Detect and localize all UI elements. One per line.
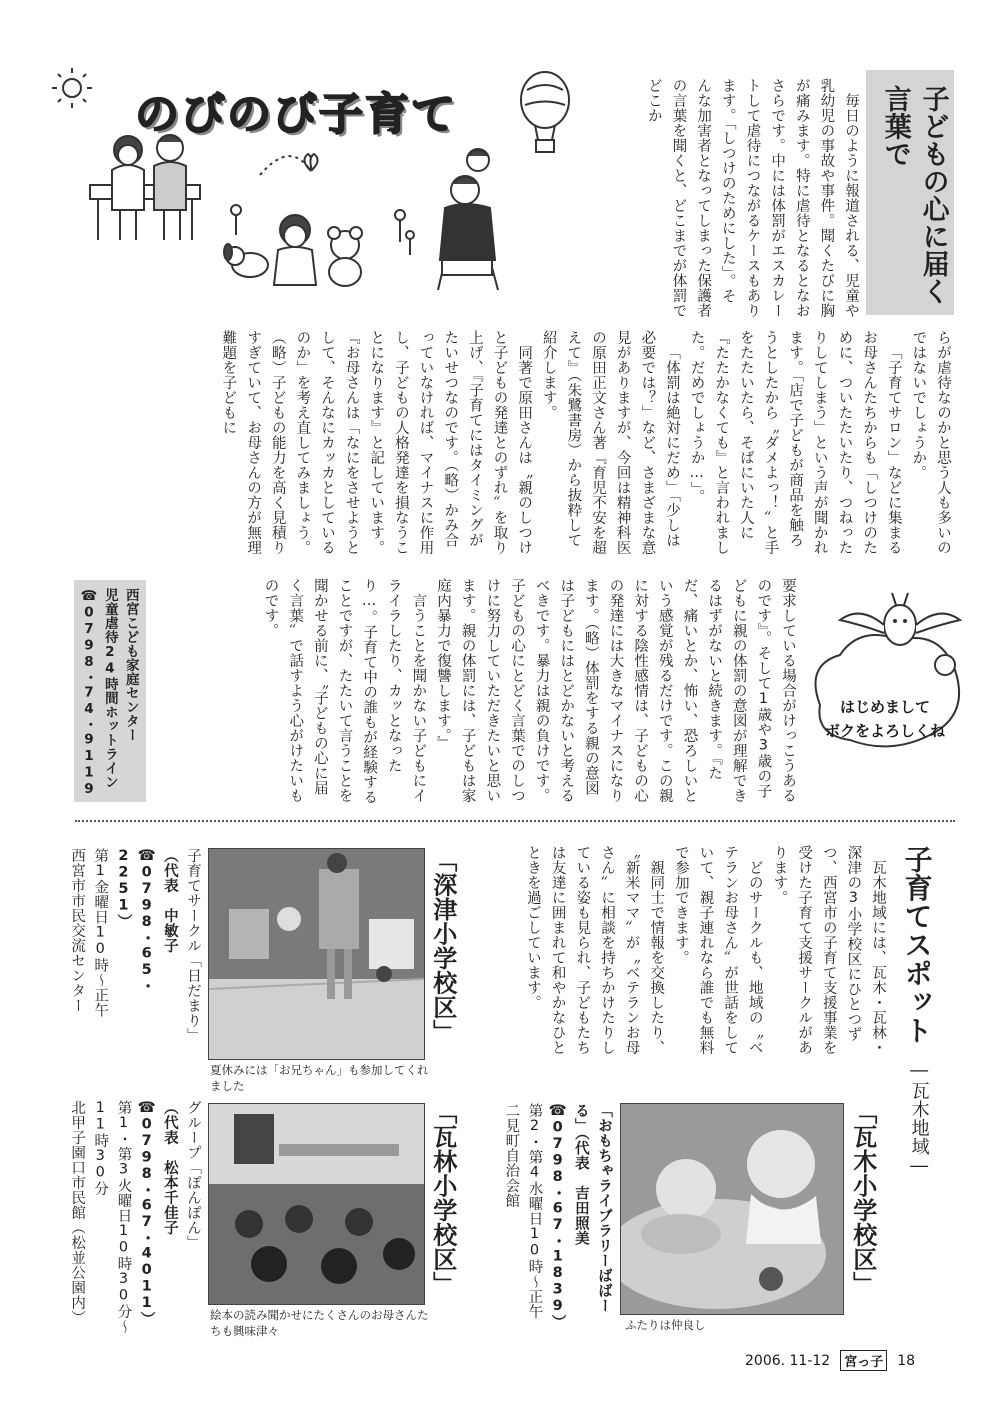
mascot-line-2: ボクをよろしくね (824, 722, 945, 740)
article-paragraph: 言うことを聞かない子どもにイライラしたり、カッとなったり…。子育て中の誰もが経験することですが、たたいて言うことを聞かせる前に、〝子どもの心に届く言葉〟で話すよう心がけたいものです。 (262, 578, 427, 805)
hotline-org: 西宮こども家庭センター (122, 588, 139, 742)
fukatsu-venue: 西宮市市民交流センター (69, 848, 86, 1013)
kawarabayashi-rep: （代表 松本千佳子 (161, 1100, 178, 1235)
section-divider (75, 820, 955, 822)
sun-icon (52, 68, 92, 108)
article-paragraph: 同著で原田さんは〝親のしつけと子どもの発達とのずれ〟を取り上げ、『子育てにはタイミングがたいせつなのです。（略）かみ合っていなければ、マイナスに作用し、子どもの人格発達を損なうことになります』と記しています。『お母さんは「なにをさせようとして、そんなにカッカとしているのか」を考え直してみましょう。（略）子どもの能力を高く見積りすぎていて、お母さんの方が無理難題を子どもに (220, 330, 533, 555)
footer-page-number: 18 (897, 1352, 916, 1369)
main-article-lower (150, 578, 800, 810)
footer-magazine: 宮っ子 (840, 1350, 887, 1371)
couple-on-bench-icon (90, 135, 200, 240)
kawaragi-photo-caption: ふたりは仲良し (625, 1318, 706, 1332)
footer-date: 2006. 11-12 (745, 1352, 831, 1369)
storytime-photo-art (209, 1104, 424, 1304)
mascot-bubble-text (815, 695, 955, 743)
section-heading: 子どもの心に届く言葉で (879, 85, 949, 305)
hotline-info (78, 588, 141, 798)
page-footer (745, 1350, 945, 1371)
girl-with-bear-icon (274, 215, 362, 286)
balloon-icon (521, 72, 569, 152)
playroom-photo-art (209, 849, 424, 1059)
page-title: のびのび子育て (135, 89, 457, 140)
spot-heading: 子育てスポット (900, 845, 934, 1045)
main-article-top (595, 78, 863, 318)
kawaragi-photo (620, 1103, 844, 1315)
butterfly-icon (260, 154, 318, 175)
flower-icon (231, 205, 414, 255)
kawaragi-venue: 二見町自治会館 (503, 1103, 520, 1208)
hotline-phone: ☎0798・74・9119 (80, 588, 97, 798)
article-paragraph: 毎日のように報道される、児童や乳幼児の事故や事件。聞くたびに胸が痛みます。特に虐待となるとなおさらです。中には体罰がエスカレートして虐待につながるケースもあります。「しつけのためにした」。そんな加害者となってしまった保護者の言葉を聞くと、どこまでが体罰でどこか (645, 78, 859, 318)
kawarabayashi-photo (208, 1103, 425, 1305)
kawarabayashi-heading: 「瓦林小学校区」 (428, 1100, 457, 1296)
fukatsu-rep: （代表 中敏子 (161, 848, 178, 953)
kawarabayashi-venue: 北甲子園口市民館（松並公園内） (69, 1100, 86, 1325)
article-paragraph: 「体罰は絶対にだめ」「少しは必要では？」など、さまざまな意見がありますが、今回は精神科医の原田正文さん著『育児不安を超えて』（朱鷺書房）から抜粋して紹介します。 (540, 330, 680, 555)
kawarabayashi-details (69, 1100, 204, 1340)
fukatsu-heading: 「深津小学校区」 (428, 848, 457, 1044)
intro-paragraph: どのサークルも、地域の〝ベテランお母さん〟が世話をしていて、親子連れなら誰でも無料で参加できます。 (672, 845, 763, 1055)
kawaragi-circle: 「おもちゃライブラリーばばーる」（代表 吉田照美 (572, 1103, 612, 1313)
kawarabayashi-photo-caption: 絵本の読み聞かせにたくさんのお母さんたちも興味津々 (210, 1308, 429, 1338)
fukatsu-photo (208, 848, 425, 1060)
babies-photo-art (621, 1104, 843, 1314)
fukatsu-circle: 子育てサークル「日だまり」 (185, 848, 201, 1043)
intro-paragraph: 親同士で情報を交換したり、〝新米ママ〟が〝ベテランお母さん〟に相談を持ちかけたりしている姿も見られ、子どもたちは友達に囲まれて和やかなひとときを過ごしています。 (525, 845, 665, 1055)
fukatsu-phone: ☎0798・65・2251） (115, 848, 155, 994)
fukatsu-schedule: 第1金曜日10時～正午 (92, 848, 109, 1018)
fukatsu-photo-caption: 夏休みには「お兄ちゃん」も参加してくれました (210, 1063, 429, 1093)
intro-paragraph: 瓦木地域には、瓦木・瓦林・深津の3小学校区にひとつずつ、西宮市の子育て支援事業を受けた子育て支援サークルがあります。 (771, 845, 886, 1055)
article-paragraph: 要求している場合がけっこうあるのです』。そして1歳や3歳の子どもに親の体罰の意図が理解できるはずがないと続きます。『ただ、痛いとか、怖い、恐ろしいという感覚が残るだけです。この親に対する陰性感情は、子どもの心の発達には大きなマイナスになります。（略）体罰をする親の意図は子どもにはとどかないと考えるべきです。暴力は親の負けです。子どもの心にとどく言葉でのしつけに努力していただきたいと思います。親の体罰には、子どもは家庭内暴力で復讐します。』 (435, 578, 796, 803)
father-and-child-icon (438, 149, 498, 290)
spot-intro (470, 845, 890, 1055)
kawaragi-schedule: 第2・第4水曜日10時～正午 (526, 1103, 543, 1319)
kawarabayashi-phone: ☎0798・67・4011） (138, 1100, 155, 1327)
article-paragraph: らが虐待なのかと思う人も多いのではないでしょうか。 (910, 330, 951, 555)
main-article-middle (75, 330, 955, 562)
mascot-line-1: はじめまして (839, 698, 930, 716)
kawaragi-phone: ☎0798・67・1839） (549, 1103, 566, 1330)
article-paragraph: 「子育てサロン」などに集まるお母さんたちからも「しつけのために、ついたたいたり、つねったりしてしまう」という声が聞かれます。「店で子どもが商品を触ろうとしたから〝ダメよっ！〟と手をたたいたら、そばにいた人に『たたかなくても』と言われました。だめでしょうか…」。 (688, 330, 902, 555)
hotline-name: 児童虐待24時間ホットライン (101, 588, 118, 789)
kawarabayashi-circle: グループ「ぽんぽん」 (185, 1100, 201, 1250)
kawaragi-details (480, 1103, 615, 1333)
kawaragi-heading: 「瓦木小学校区」 (848, 1100, 877, 1296)
dog-icon (224, 244, 268, 277)
fukatsu-details (69, 848, 204, 1063)
spot-subheading: ―瓦木地域― (908, 1060, 930, 1177)
kawarabayashi-schedule: 第1・第3火曜日10時30分～11時30分 (92, 1100, 132, 1334)
